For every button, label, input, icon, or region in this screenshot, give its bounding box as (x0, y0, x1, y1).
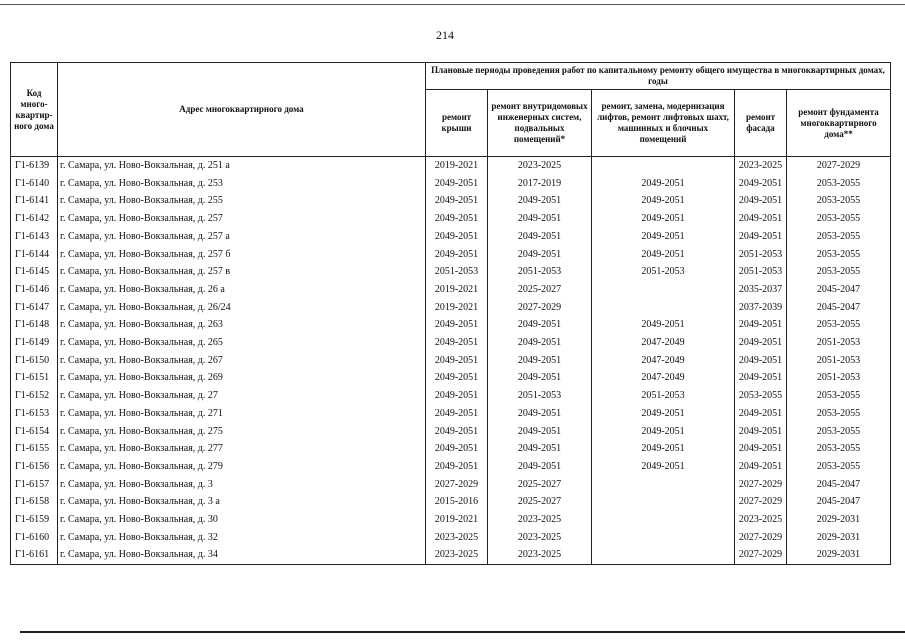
cell-roof: 2049-2051 (426, 316, 488, 334)
cell-lifts: 2051-2053 (592, 387, 735, 405)
header-foundation-repair: ремонт фундамента многоквартирного дома** (787, 90, 891, 157)
table-row (11, 157, 891, 175)
cell-foundation: 2053-2055 (787, 228, 891, 246)
cell-address: г. Самара, ул. Ново-Вокзальная, д. 26 а (58, 281, 426, 299)
cell-code: Г1-6158 (11, 493, 58, 511)
cell-code: Г1-6141 (11, 192, 58, 210)
cell-address: г. Самара, ул. Ново-Вокзальная, д. 265 (58, 334, 426, 352)
cell-facade: 2049-2051 (735, 405, 787, 423)
table-row (11, 423, 891, 441)
cell-systems: 2051-2053 (488, 387, 592, 405)
table-row (11, 546, 891, 564)
table-row (11, 334, 891, 352)
cell-foundation: 2029-2031 (787, 529, 891, 547)
cell-systems: 2049-2051 (488, 440, 592, 458)
cell-lifts: 2051-2053 (592, 263, 735, 281)
cell-roof: 2049-2051 (426, 440, 488, 458)
cell-systems: 2049-2051 (488, 334, 592, 352)
cell-systems: 2049-2051 (488, 228, 592, 246)
table-row (11, 529, 891, 547)
cell-code: Г1-6150 (11, 352, 58, 370)
cell-systems: 2023-2025 (488, 511, 592, 529)
cell-code: Г1-6145 (11, 263, 58, 281)
table-row (11, 299, 891, 317)
cell-code: Г1-6148 (11, 316, 58, 334)
cell-facade: 2049-2051 (735, 228, 787, 246)
table-row (11, 476, 891, 494)
header-address: Адрес многоквартирного дома (58, 63, 426, 157)
table-row (11, 440, 891, 458)
cell-code: Г1-6156 (11, 458, 58, 476)
cell-lifts: 2049-2051 (592, 210, 735, 228)
cell-foundation: 2045-2047 (787, 493, 891, 511)
cell-address: г. Самара, ул. Ново-Вокзальная, д. 269 (58, 369, 426, 387)
cell-roof: 2049-2051 (426, 405, 488, 423)
cell-address: г. Самара, ул. Ново-Вокзальная, д. 3 а (58, 493, 426, 511)
table-row (11, 387, 891, 405)
cell-lifts (592, 299, 735, 317)
cell-systems: 2027-2029 (488, 299, 592, 317)
cell-facade: 2049-2051 (735, 369, 787, 387)
cell-address: г. Самара, ул. Ново-Вокзальная, д. 26/24 (58, 299, 426, 317)
header-systems-repair: ремонт внутридомовых инженерных систем, подвальных помещений* (488, 90, 592, 157)
cell-lifts (592, 493, 735, 511)
table-row (11, 210, 891, 228)
cell-address: г. Самара, ул. Ново-Вокзальная, д. 271 (58, 405, 426, 423)
cell-facade: 2049-2051 (735, 458, 787, 476)
cell-code: Г1-6142 (11, 210, 58, 228)
cell-roof: 2019-2021 (426, 299, 488, 317)
cell-roof: 2019-2021 (426, 511, 488, 529)
cell-lifts: 2049-2051 (592, 192, 735, 210)
cell-code: Г1-6151 (11, 369, 58, 387)
cell-address: г. Самара, ул. Ново-Вокзальная, д. 263 (58, 316, 426, 334)
page-number: 214 (436, 28, 454, 42)
cell-code: Г1-6154 (11, 423, 58, 441)
header-facade-repair: ремонт фасада (735, 90, 787, 157)
cell-lifts: 2049-2051 (592, 440, 735, 458)
cell-address: г. Самара, ул. Ново-Вокзальная, д. 257 б (58, 246, 426, 264)
cell-systems: 2049-2051 (488, 192, 592, 210)
table-row (11, 316, 891, 334)
table-row (11, 246, 891, 264)
repair-schedule-table (10, 62, 891, 565)
cell-foundation: 2053-2055 (787, 210, 891, 228)
cell-lifts (592, 476, 735, 494)
cell-foundation: 2045-2047 (787, 299, 891, 317)
cell-facade: 2023-2025 (735, 157, 787, 175)
cell-roof: 2049-2051 (426, 387, 488, 405)
cell-foundation: 2053-2055 (787, 263, 891, 281)
cell-facade: 2049-2051 (735, 423, 787, 441)
table-row (11, 369, 891, 387)
cell-lifts: 2049-2051 (592, 316, 735, 334)
cell-lifts (592, 511, 735, 529)
cell-roof: 2049-2051 (426, 210, 488, 228)
cell-roof: 2023-2025 (426, 546, 488, 564)
header-planned-periods: Плановые периоды проведения работ по капитальному ремонту общего имущества в многоквартирных домах, годы (426, 63, 891, 90)
cell-facade: 2049-2051 (735, 316, 787, 334)
cell-code: Г1-6146 (11, 281, 58, 299)
cell-facade: 2049-2051 (735, 334, 787, 352)
cell-roof: 2049-2051 (426, 246, 488, 264)
cell-systems: 2049-2051 (488, 246, 592, 264)
cell-systems: 2017-2019 (488, 175, 592, 193)
cell-lifts (592, 157, 735, 175)
cell-facade: 2051-2053 (735, 263, 787, 281)
cell-address: г. Самара, ул. Ново-Вокзальная, д. 30 (58, 511, 426, 529)
cell-code: Г1-6159 (11, 511, 58, 529)
cell-systems: 2049-2051 (488, 352, 592, 370)
cell-systems: 2025-2027 (488, 281, 592, 299)
cell-roof: 2027-2029 (426, 476, 488, 494)
cell-systems: 2049-2051 (488, 423, 592, 441)
cell-code: Г1-6140 (11, 175, 58, 193)
cell-foundation: 2051-2053 (787, 334, 891, 352)
cell-facade: 2053-2055 (735, 387, 787, 405)
cell-address: г. Самара, ул. Ново-Вокзальная, д. 279 (58, 458, 426, 476)
cell-code: Г1-6147 (11, 299, 58, 317)
cell-foundation: 2053-2055 (787, 423, 891, 441)
cell-lifts: 2049-2051 (592, 405, 735, 423)
cell-foundation: 2053-2055 (787, 405, 891, 423)
cell-roof: 2019-2021 (426, 157, 488, 175)
cell-systems: 2049-2051 (488, 458, 592, 476)
cell-foundation: 2051-2053 (787, 369, 891, 387)
cell-code: Г1-6139 (11, 157, 58, 175)
cell-systems: 2049-2051 (488, 316, 592, 334)
cell-facade: 2049-2051 (735, 352, 787, 370)
cell-roof: 2051-2053 (426, 263, 488, 281)
cell-address: г. Самара, ул. Ново-Вокзальная, д. 257 в (58, 263, 426, 281)
top-border-line (0, 4, 905, 5)
cell-lifts: 2049-2051 (592, 175, 735, 193)
table-row (11, 511, 891, 529)
cell-lifts: 2049-2051 (592, 228, 735, 246)
cell-foundation: 2045-2047 (787, 476, 891, 494)
cell-systems: 2049-2051 (488, 369, 592, 387)
cell-facade: 2049-2051 (735, 192, 787, 210)
cell-foundation: 2029-2031 (787, 511, 891, 529)
cell-lifts: 2049-2051 (592, 423, 735, 441)
cell-facade: 2035-2037 (735, 281, 787, 299)
cell-foundation: 2029-2031 (787, 546, 891, 564)
cell-code: Г1-6161 (11, 546, 58, 564)
table-row (11, 281, 891, 299)
cell-systems: 2051-2053 (488, 263, 592, 281)
cell-systems: 2025-2027 (488, 493, 592, 511)
cell-foundation: 2051-2053 (787, 352, 891, 370)
cell-address: г. Самара, ул. Ново-Вокзальная, д. 267 (58, 352, 426, 370)
cell-code: Г1-6160 (11, 529, 58, 547)
cell-roof: 2019-2021 (426, 281, 488, 299)
table-row (11, 493, 891, 511)
cell-code: Г1-6152 (11, 387, 58, 405)
table-row (11, 175, 891, 193)
cell-lifts (592, 529, 735, 547)
cell-lifts (592, 546, 735, 564)
cell-code: Г1-6155 (11, 440, 58, 458)
cell-systems: 2023-2025 (488, 546, 592, 564)
table-row (11, 405, 891, 423)
cell-lifts: 2047-2049 (592, 352, 735, 370)
cell-lifts: 2049-2051 (592, 246, 735, 264)
cell-facade: 2027-2029 (735, 546, 787, 564)
cell-foundation: 2053-2055 (787, 316, 891, 334)
table-row (11, 228, 891, 246)
cell-roof: 2049-2051 (426, 192, 488, 210)
cell-address: г. Самара, ул. Ново-Вокзальная, д. 257 а (58, 228, 426, 246)
cell-roof: 2049-2051 (426, 228, 488, 246)
table-body (11, 157, 891, 565)
cell-address: г. Самара, ул. Ново-Вокзальная, д. 32 (58, 529, 426, 547)
cell-systems: 2049-2051 (488, 210, 592, 228)
cell-roof: 2049-2051 (426, 334, 488, 352)
cell-facade: 2027-2029 (735, 529, 787, 547)
cell-code: Г1-6144 (11, 246, 58, 264)
cell-code: Г1-6153 (11, 405, 58, 423)
header-code: Код много-квартир-ного дома (11, 63, 58, 157)
cell-facade: 2049-2051 (735, 440, 787, 458)
cell-foundation: 2027-2029 (787, 157, 891, 175)
cell-address: г. Самара, ул. Ново-Вокзальная, д. 251 а (58, 157, 426, 175)
cell-facade: 2027-2029 (735, 493, 787, 511)
cell-roof: 2049-2051 (426, 175, 488, 193)
cell-code: Г1-6157 (11, 476, 58, 494)
cell-foundation: 2053-2055 (787, 192, 891, 210)
cell-systems: 2049-2051 (488, 405, 592, 423)
cell-foundation: 2053-2055 (787, 246, 891, 264)
cell-roof: 2049-2051 (426, 458, 488, 476)
header-roof-repair: ремонт крыши (426, 90, 488, 157)
header-lifts-repair: ремонт, замена, модернизация лифтов, ремонт лифтовых шахт, машинных и блочных помещений (592, 90, 735, 157)
cell-roof: 2049-2051 (426, 423, 488, 441)
cell-facade: 2023-2025 (735, 511, 787, 529)
cell-address: г. Самара, ул. Ново-Вокзальная, д. 34 (58, 546, 426, 564)
cell-address: г. Самара, ул. Ново-Вокзальная, д. 275 (58, 423, 426, 441)
cell-facade: 2051-2053 (735, 246, 787, 264)
cell-facade: 2037-2039 (735, 299, 787, 317)
cell-address: г. Самара, ул. Ново-Вокзальная, д. 27 (58, 387, 426, 405)
cell-roof: 2049-2051 (426, 369, 488, 387)
cell-roof: 2049-2051 (426, 352, 488, 370)
cell-facade: 2049-2051 (735, 175, 787, 193)
cell-foundation: 2045-2047 (787, 281, 891, 299)
table-row (11, 458, 891, 476)
cell-systems: 2023-2025 (488, 529, 592, 547)
table-row (11, 263, 891, 281)
cell-roof: 2023-2025 (426, 529, 488, 547)
cell-foundation: 2053-2055 (787, 175, 891, 193)
table-row (11, 352, 891, 370)
cell-facade: 2049-2051 (735, 210, 787, 228)
cell-roof: 2015-2016 (426, 493, 488, 511)
cell-address: г. Самара, ул. Ново-Вокзальная, д. 257 (58, 210, 426, 228)
cell-foundation: 2053-2055 (787, 458, 891, 476)
cell-foundation: 2053-2055 (787, 387, 891, 405)
cell-facade: 2027-2029 (735, 476, 787, 494)
cell-systems: 2023-2025 (488, 157, 592, 175)
cell-foundation: 2053-2055 (787, 440, 891, 458)
cell-lifts (592, 281, 735, 299)
cell-code: Г1-6143 (11, 228, 58, 246)
cell-address: г. Самара, ул. Ново-Вокзальная, д. 3 (58, 476, 426, 494)
cell-lifts: 2047-2049 (592, 334, 735, 352)
cell-address: г. Самара, ул. Ново-Вокзальная, д. 253 (58, 175, 426, 193)
cell-systems: 2025-2027 (488, 476, 592, 494)
cell-address: г. Самара, ул. Ново-Вокзальная, д. 255 (58, 192, 426, 210)
cell-code: Г1-6149 (11, 334, 58, 352)
table-row (11, 192, 891, 210)
bottom-border-line (20, 631, 905, 633)
cell-lifts: 2049-2051 (592, 458, 735, 476)
cell-address: г. Самара, ул. Ново-Вокзальная, д. 277 (58, 440, 426, 458)
cell-lifts: 2047-2049 (592, 369, 735, 387)
